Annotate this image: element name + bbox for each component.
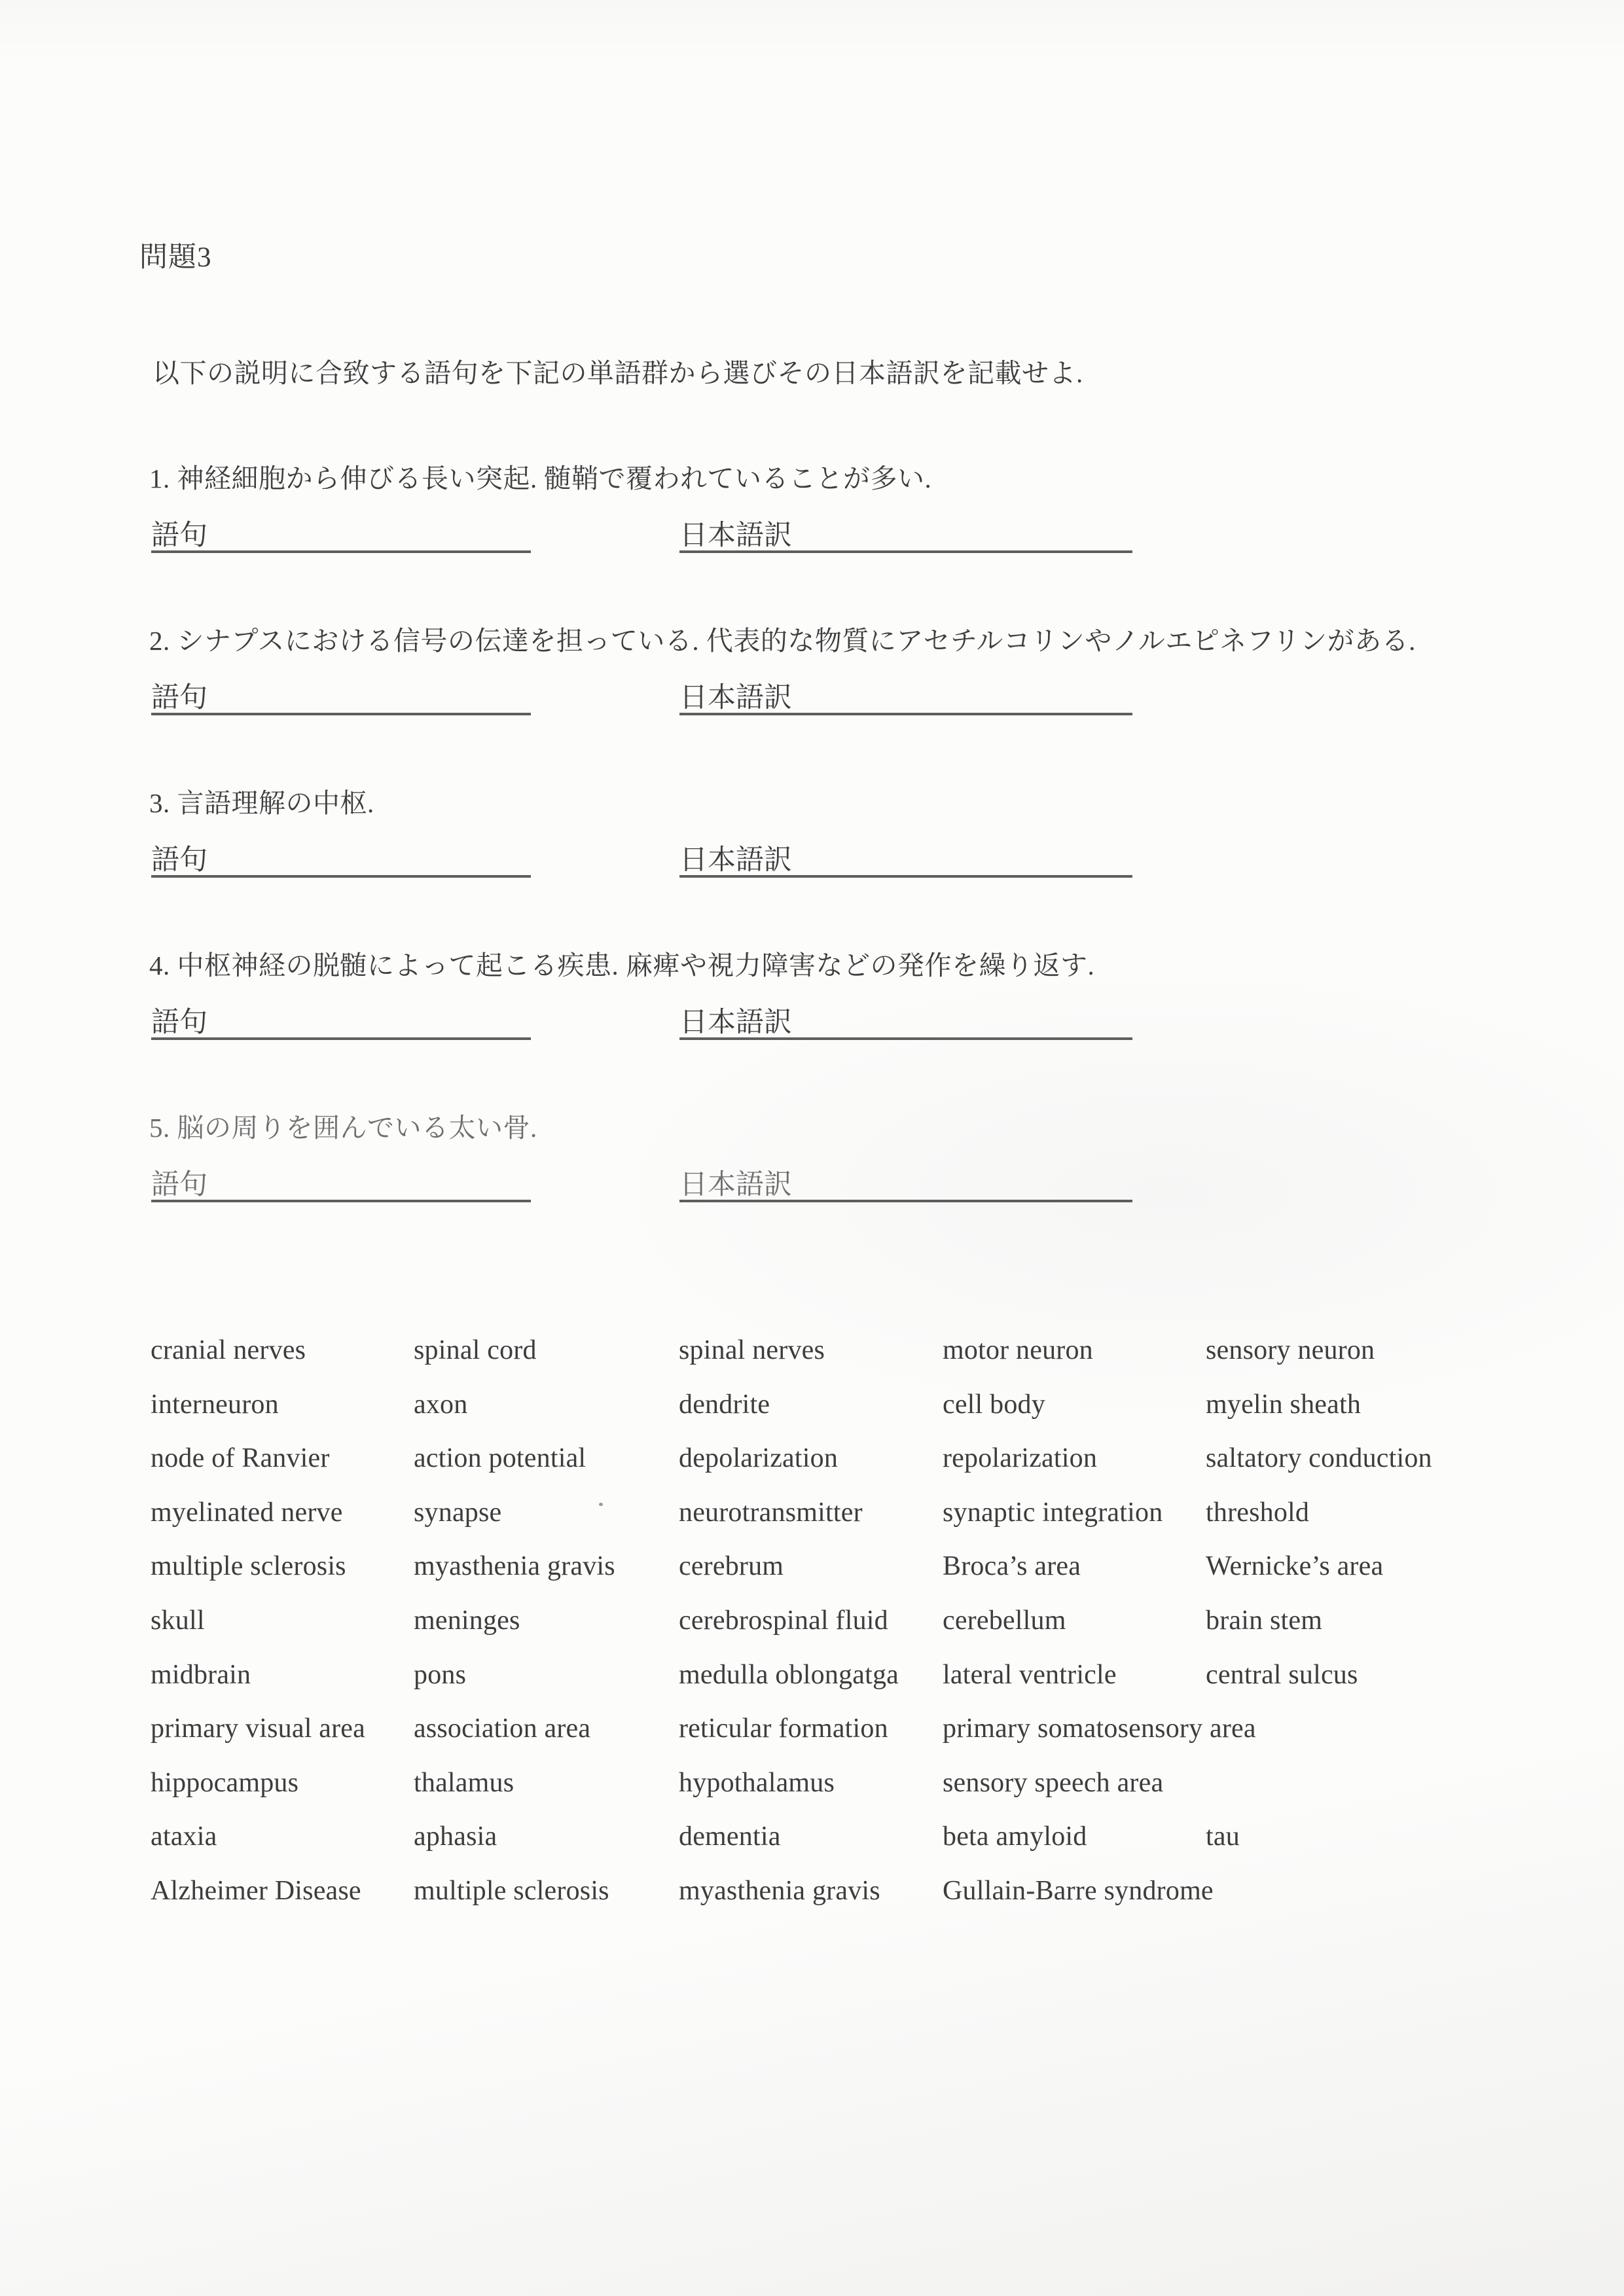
word-bank-item: threshold bbox=[1206, 1497, 1310, 1528]
word-bank-item: midbrain bbox=[151, 1659, 251, 1690]
word-bank-item: sensory neuron bbox=[1206, 1335, 1375, 1365]
scan-artifact-speck bbox=[599, 1503, 603, 1506]
term-label: 語句 bbox=[151, 1007, 208, 1038]
answer-fields bbox=[149, 1009, 1393, 1040]
word-bank-row bbox=[151, 1443, 1591, 1498]
word-bank-row bbox=[151, 1876, 1591, 1930]
question-block bbox=[149, 465, 1393, 553]
word-bank-item: meninges bbox=[414, 1605, 520, 1636]
word-bank-item: primary somatosensory area bbox=[943, 1713, 1256, 1744]
word-bank-row bbox=[151, 1768, 1591, 1822]
word-bank-item: association area bbox=[414, 1713, 591, 1744]
word-bank-item: myasthenia gravis bbox=[679, 1875, 880, 1906]
word-bank-item: tau bbox=[1206, 1821, 1240, 1852]
word-bank-item: lateral ventricle bbox=[943, 1659, 1117, 1690]
word-bank-item: ataxia bbox=[151, 1821, 217, 1852]
word-bank-row bbox=[151, 1390, 1591, 1444]
word-bank-item: synapse bbox=[414, 1497, 502, 1528]
word-bank-item: myelinated nerve bbox=[151, 1497, 343, 1528]
translation-field bbox=[679, 522, 1132, 553]
word-bank-item: action potential bbox=[414, 1443, 586, 1474]
term-field bbox=[151, 684, 531, 715]
word-bank-item: Gullain-Barre syndrome bbox=[943, 1875, 1214, 1906]
word-bank-item: brain stem bbox=[1206, 1605, 1323, 1636]
question-text: 5. 脳の周りを囲んでいる太い骨. bbox=[149, 1113, 537, 1143]
word-bank-row bbox=[151, 1551, 1591, 1605]
word-bank-item: hypothalamus bbox=[679, 1767, 835, 1798]
question-text: 3. 言語理解の中枢. bbox=[149, 788, 374, 818]
word-bank-item: cranial nerves bbox=[151, 1335, 306, 1365]
question-block bbox=[149, 952, 1393, 1040]
word-bank-item: multiple sclerosis bbox=[151, 1551, 346, 1582]
term-label: 語句 bbox=[151, 683, 208, 713]
word-bank-row bbox=[151, 1821, 1591, 1876]
term-field bbox=[151, 846, 531, 878]
answer-fields bbox=[149, 522, 1393, 553]
answer-fields bbox=[149, 684, 1393, 715]
word-bank-item: primary visual area bbox=[151, 1713, 365, 1744]
word-bank-item: cerebellum bbox=[943, 1605, 1066, 1636]
word-bank-item: pons bbox=[414, 1659, 467, 1690]
word-bank-item: saltatory conduction bbox=[1206, 1443, 1432, 1474]
translation-label: 日本語訳 bbox=[679, 683, 792, 713]
word-bank-item: spinal cord bbox=[414, 1335, 537, 1365]
term-field bbox=[151, 1171, 531, 1202]
answer-fields bbox=[149, 846, 1393, 878]
word-bank-item: myasthenia gravis bbox=[414, 1551, 615, 1582]
word-bank-item: hippocampus bbox=[151, 1767, 299, 1798]
word-bank-item: thalamus bbox=[414, 1767, 514, 1798]
word-bank-item: Alzheimer Disease bbox=[151, 1875, 361, 1906]
word-bank-item: repolarization bbox=[943, 1443, 1098, 1474]
question-block bbox=[149, 1114, 1393, 1202]
word-bank-item: central sulcus bbox=[1206, 1659, 1358, 1690]
translation-label: 日本語訳 bbox=[679, 520, 792, 551]
word-bank-item: cerebrospinal fluid bbox=[679, 1605, 888, 1636]
word-bank-row bbox=[151, 1605, 1591, 1660]
word-bank-row bbox=[151, 1498, 1591, 1552]
word-bank-item: skull bbox=[151, 1605, 205, 1636]
word-bank-item: dementia bbox=[679, 1821, 781, 1852]
translation-field bbox=[679, 1009, 1132, 1040]
translation-label: 日本語訳 bbox=[679, 845, 792, 876]
word-bank-item: depolarization bbox=[679, 1443, 839, 1474]
word-bank-item: Broca’s area bbox=[943, 1551, 1081, 1582]
term-label: 語句 bbox=[151, 520, 208, 551]
word-bank-item: neurotransmitter bbox=[679, 1497, 863, 1528]
word-bank-item: Wernicke’s area bbox=[1206, 1551, 1384, 1582]
question-text: 1. 神経細胞から伸びる長い突起. 髄鞘で覆われていることが多い. bbox=[149, 463, 932, 493]
word-bank-item: cell body bbox=[943, 1389, 1045, 1420]
term-field bbox=[151, 1009, 531, 1040]
word-bank-item: motor neuron bbox=[943, 1335, 1093, 1365]
translation-field bbox=[679, 1171, 1132, 1202]
term-label: 語句 bbox=[151, 1170, 208, 1200]
question-block bbox=[149, 626, 1416, 715]
word-bank-item: cerebrum bbox=[679, 1551, 784, 1582]
word-bank-item: beta amyloid bbox=[943, 1821, 1087, 1852]
answer-fields bbox=[149, 1171, 1393, 1202]
word-bank-row bbox=[151, 1713, 1591, 1768]
page-title: 問題3 bbox=[139, 242, 212, 273]
word-bank-item: medulla oblongatga bbox=[679, 1659, 899, 1690]
instruction-text: 以下の説明に合致する語句を下記の単語群から選びその日本語訳を記載せよ. bbox=[153, 358, 1083, 388]
translation-label: 日本語訳 bbox=[679, 1007, 792, 1038]
word-bank-item: node of Ranvier bbox=[151, 1443, 330, 1474]
question-text: 2. シナプスにおける信号の伝達を担っている. 代表的な物質にアセチルコリンやノルエピネフリンがある. bbox=[149, 626, 1416, 656]
word-bank-item: aphasia bbox=[414, 1821, 497, 1852]
word-bank-item: myelin sheath bbox=[1206, 1389, 1362, 1420]
word-bank-row bbox=[151, 1335, 1591, 1390]
word-bank-item: spinal nerves bbox=[679, 1335, 825, 1365]
word-bank-item: multiple sclerosis bbox=[414, 1875, 609, 1906]
word-bank bbox=[151, 1335, 1591, 1930]
translation-field bbox=[679, 684, 1132, 715]
word-bank-item: sensory speech area bbox=[943, 1767, 1164, 1798]
question-block bbox=[149, 789, 1393, 878]
word-bank-row bbox=[151, 1660, 1591, 1714]
word-bank-item: dendrite bbox=[679, 1389, 770, 1420]
translation-field bbox=[679, 846, 1132, 878]
word-bank-item: synaptic integration bbox=[943, 1497, 1163, 1528]
word-bank-item: interneuron bbox=[151, 1389, 279, 1420]
term-label: 語句 bbox=[151, 845, 208, 876]
question-text: 4. 中枢神経の脱髄によって起こる疾患. 麻痺や視力障害などの発作を繰り返す. bbox=[149, 950, 1095, 980]
term-field bbox=[151, 522, 531, 553]
translation-label: 日本語訳 bbox=[679, 1170, 792, 1200]
word-bank-item: reticular formation bbox=[679, 1713, 888, 1744]
word-bank-item: axon bbox=[414, 1389, 468, 1420]
